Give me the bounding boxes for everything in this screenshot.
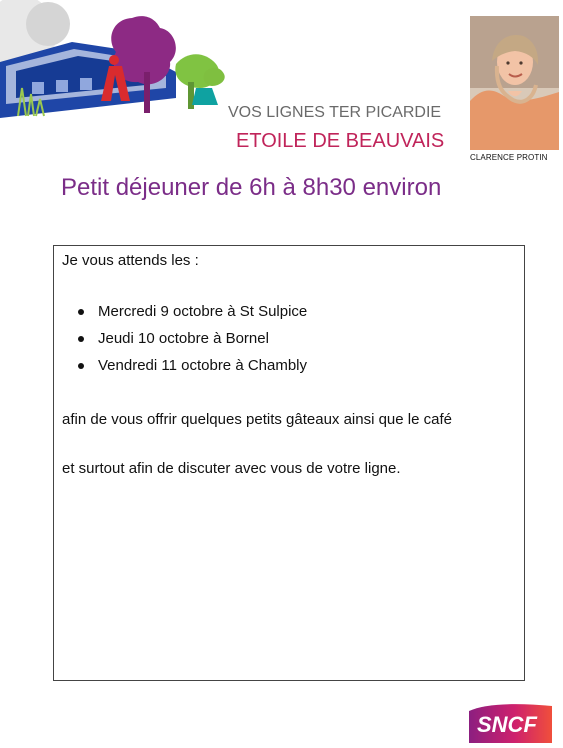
date-item-3 — [74, 357, 307, 384]
body-line-1: afin de vous offrir quelques petits gâteaux ainsi que le café — [62, 411, 452, 428]
sncf-logo — [469, 703, 552, 743]
bullet-icon — [78, 363, 84, 369]
train-and-trees-illustration — [0, 0, 228, 138]
date-item-2 — [74, 330, 307, 357]
invitation-box — [53, 245, 525, 681]
logo-text: SNCF — [477, 712, 537, 737]
date-item-1 — [74, 303, 307, 330]
date-item-1-label: Mercredi 9 octobre à St Sulpice — [98, 303, 308, 320]
dates-list — [74, 303, 307, 384]
person-portrait — [470, 16, 559, 150]
date-item-3-label: Vendredi 11 octobre à Chambly — [98, 357, 308, 374]
intro-text: Je vous attends les : — [62, 252, 199, 269]
bullet-icon — [78, 309, 84, 315]
page-headline: Petit déjeuner de 6h à 8h30 environ — [61, 174, 442, 201]
date-item-2-label: Jeudi 10 octobre à Bornel — [98, 330, 269, 347]
contact-name: CLARENCE PROTIN — [470, 153, 548, 162]
bullet-icon — [78, 336, 84, 342]
body-line-2: et surtout afin de discuter avec vous de votre ligne. — [62, 460, 401, 477]
network-title: ETOILE DE BEAUVAIS — [236, 130, 445, 152]
network-line: VOS LIGNES TER PICARDIE — [228, 104, 442, 121]
